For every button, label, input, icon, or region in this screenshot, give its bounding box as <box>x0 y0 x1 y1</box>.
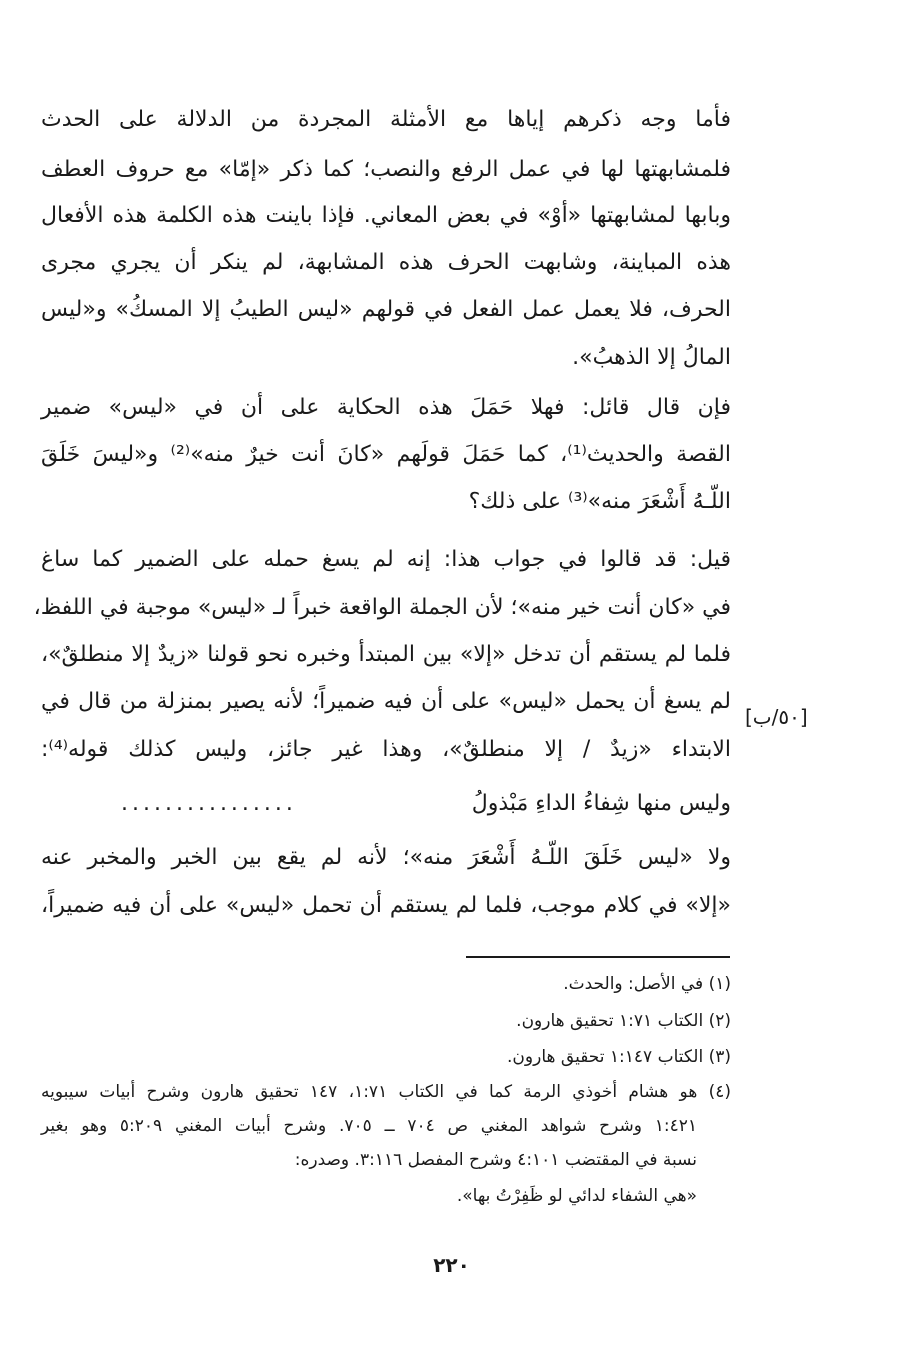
verse-line <box>41 784 731 824</box>
verse-ellipsis: ................ <box>121 791 297 816</box>
body-line: فإن قال قائل: فهلا حَمَلَ هذه الحكاية على أن في «ليس» ضمير <box>41 395 731 420</box>
body-line: قيل: قد قالوا في جواب هذا: إنه لم يسغ حمله على الضمير كما ساغ <box>41 547 731 572</box>
body-line: في «كان أنت خير منه»؛ لأن الجملة الواقعة خبراً لـ «ليس» موجبة في اللفظ، <box>33 595 731 620</box>
body-line: هذه المباينة، وشابهت الحرف هذه المشابهة، لم ينكر أن يجري مجرى <box>41 250 731 275</box>
body-line: فأما وجه ذكرهم إياها مع الأمثلة المجردة من الدلالة على الحدث <box>41 107 731 132</box>
body-line: الحرف، فلا يعمل عمل الفعل في قولهم «ليس الطيبُ إلا المسكُ» و«ليس <box>41 297 731 322</box>
body-line: ولا «ليس خَلَقَ اللّـهُ أَشْعَرَ منه»؛ لأنه لم يقع بين الخبر والمخبر عنه <box>41 845 731 870</box>
footnote: (٤) هو هشام أخوذي الرمة كما في الكتاب ١:٧١، ١٤٧ تحقيق هارون وشرح أبيات سيبويه <box>41 1082 732 1102</box>
footnote-continuation: نسبة في المقتضب ٤:١٠١ وشرح المفصل ٣:١١٦. وصدره: <box>294 1150 697 1170</box>
body-line: لم يسغ أن يحمل «ليس» على أن فيه ضميراً؛ لأنه يصير بمنزلة من قال في <box>41 689 731 714</box>
footnote: (٣) الكتاب ١:١٤٧ تحقيق هارون. <box>507 1047 731 1067</box>
footnote-continuation: ١:٤٢١ وشرح شواهد المغني ص ٧٠٤ ــ ٧٠٥. وشرح أبيات المغني ٥:٢٠٩ وهو بغير <box>41 1116 697 1136</box>
footnote: (٢) الكتاب ١:٧١ تحقيق هارون. <box>516 1011 731 1031</box>
body-line: المالُ إلا الذهبُ». <box>572 345 731 370</box>
body-line: اللّـهُ أَشْعَرَ منه»⁽³⁾ على ذلك؟ <box>468 489 731 514</box>
body-line: الابتداء «زيدٌ / إلا منطلقٌ»، وهذا غير جائز، وليس كذلك قوله⁽⁴⁾: <box>41 737 731 762</box>
footnote-continuation: «هي الشفاء لدائي لو ظَفِرْتُ بها». <box>456 1186 697 1206</box>
body-line: فلمشابهتها لها في عمل الرفع والنصب؛ كما ذكر «إمّا» مع حروف العطف <box>41 157 731 182</box>
footnote-divider <box>466 956 730 958</box>
footnote: (١) في الأصل: والحدث. <box>563 974 731 994</box>
body-line: وبابها لمشابهتها «أوْ» في بعض المعاني. فإذا باينت هذه الكلمة هذه الأفعال <box>41 203 731 228</box>
folio-margin-note: [٥٠/ب] <box>745 705 808 729</box>
body-line: «إلا» في كلام موجب، فلما لم يستقم أن تحمل «ليس» على أن فيه ضميراً، <box>41 893 731 918</box>
page-number: ٢٢٠ <box>433 1253 470 1277</box>
verse-text: وليس منها شِفاءُ الداءِ مَبْذولُ <box>471 791 731 816</box>
body-line: القصة والحديث⁽¹⁾، كما حَمَلَ قولَهم «كانَ أنت خيرٌ منه»⁽²⁾ و«ليسَ خَلَقَ <box>41 442 731 467</box>
body-line: فلما لم يستقم أن تدخل «إلا» بين المبتدأ وخبره نحو قولنا «زيدٌ إلا منطلقٌ»، <box>41 642 731 667</box>
